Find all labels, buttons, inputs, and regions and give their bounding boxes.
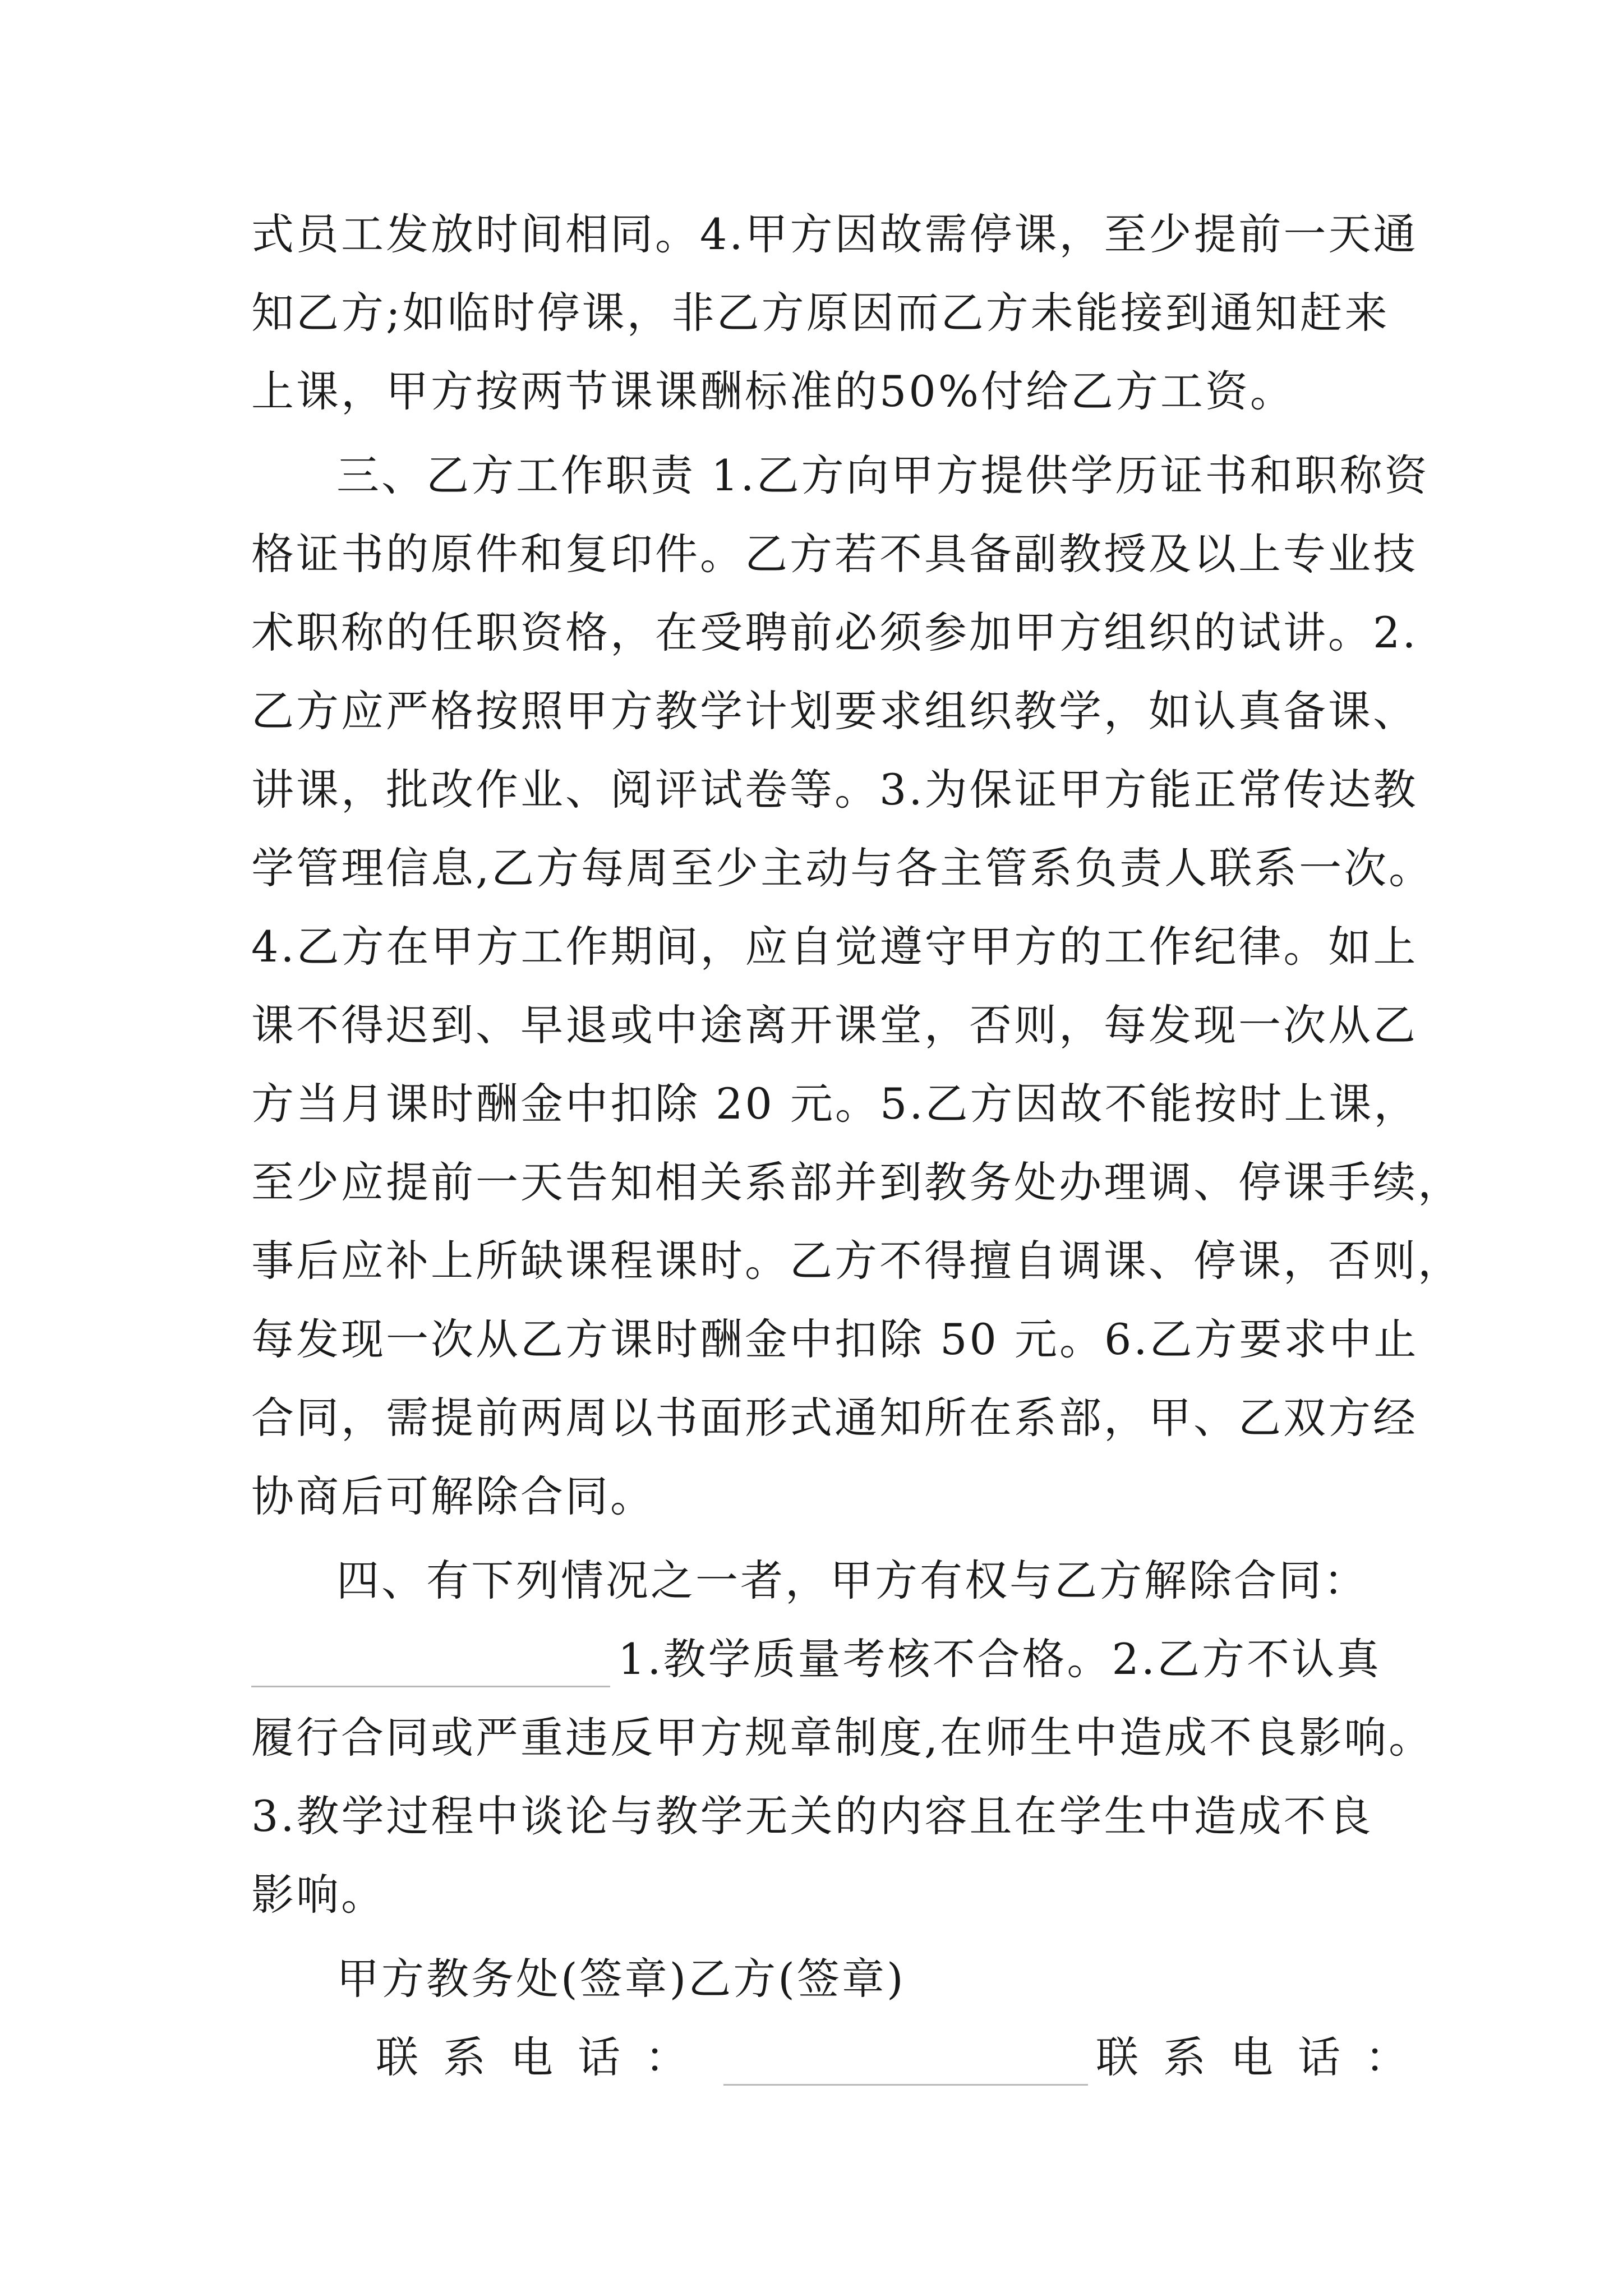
phone-label-party-b: 联系电话： bbox=[1096, 2032, 1432, 2082]
signature-line: 甲方教务处(签章)乙方(签章) bbox=[336, 1954, 906, 2004]
text-line: 格证书的原件和复印件。乙方若不具备副教授及以上专业技 bbox=[251, 529, 1418, 579]
text-line: 每发现一次从乙方课时酬金中扣除 50 元。6.乙方要求中止 bbox=[251, 1314, 1419, 1364]
text-line: 课不得迟到、早退或中途离开课堂，否则，每发现一次从乙 bbox=[251, 1000, 1418, 1050]
text-line: 事后应补上所缺课程课时。乙方不得擅自调课、停课，否则， bbox=[251, 1236, 1463, 1286]
text-line: 4.乙方在甲方工作期间，应自觉遵守甲方的工作纪律。如上 bbox=[251, 922, 1418, 972]
phone-line bbox=[376, 2030, 1432, 2086]
text-line: 讲课，批改作业、阅评试卷等。3.为保证甲方能正常传达教 bbox=[251, 765, 1418, 815]
text-line: 合同，需提前两周以书面形式通知所在系部，甲、乙双方经 bbox=[251, 1393, 1418, 1443]
phone-blank[interactable] bbox=[723, 2045, 1088, 2086]
text-line: 上课，甲方按两节课课酬标准的50%付给乙方工资。 bbox=[251, 366, 1295, 416]
text-line: 履行合同或严重违反甲方规章制度,在师生中造成不良影响。 bbox=[251, 1713, 1434, 1763]
text-line: 学管理信息,乙方每周至少主动与各主管系负责人联系一次。 bbox=[251, 843, 1434, 893]
text-line: 知乙方;如临时停课，非乙方原因而乙方未能接到通知赶来 bbox=[251, 288, 1390, 338]
text-segment: 1.教学质量考核不合格。2.乙方不认真 bbox=[618, 1634, 1382, 1684]
fill-in-blank[interactable] bbox=[251, 1646, 610, 1687]
text-line: 式员工发放时间相同。4.甲方因故需停课，至少提前一天通 bbox=[251, 209, 1418, 259]
text-line: 影响。 bbox=[251, 1870, 386, 1920]
text-line: 方当月课时酬金中扣除 20 元。5.乙方因故不能按时上课， bbox=[251, 1079, 1419, 1129]
section-heading-4: 四、有下列情况之一者，甲方有权与乙方解除合同： bbox=[336, 1556, 1368, 1605]
text-line: 术职称的任职资格，在受聘前必须参加甲方组织的试讲。2. bbox=[251, 608, 1418, 657]
text-line: 协商后可解除合同。 bbox=[251, 1471, 655, 1521]
section-heading-3: 三、乙方工作职责 1.乙方向甲方提供学历证书和职称资 bbox=[336, 450, 1430, 500]
text-line: 3.教学过程中谈论与教学无关的内容且在学生中造成不良 bbox=[251, 1791, 1373, 1841]
text-line: 至少应提前一天告知相关系部并到教务处办理调、停课手续， bbox=[251, 1157, 1463, 1207]
text-line bbox=[251, 1631, 1381, 1687]
phone-label-party-a: 联系电话： bbox=[376, 2032, 712, 2082]
text-line: 乙方应严格按照甲方教学计划要求组织教学，如认真备课、 bbox=[251, 686, 1418, 736]
